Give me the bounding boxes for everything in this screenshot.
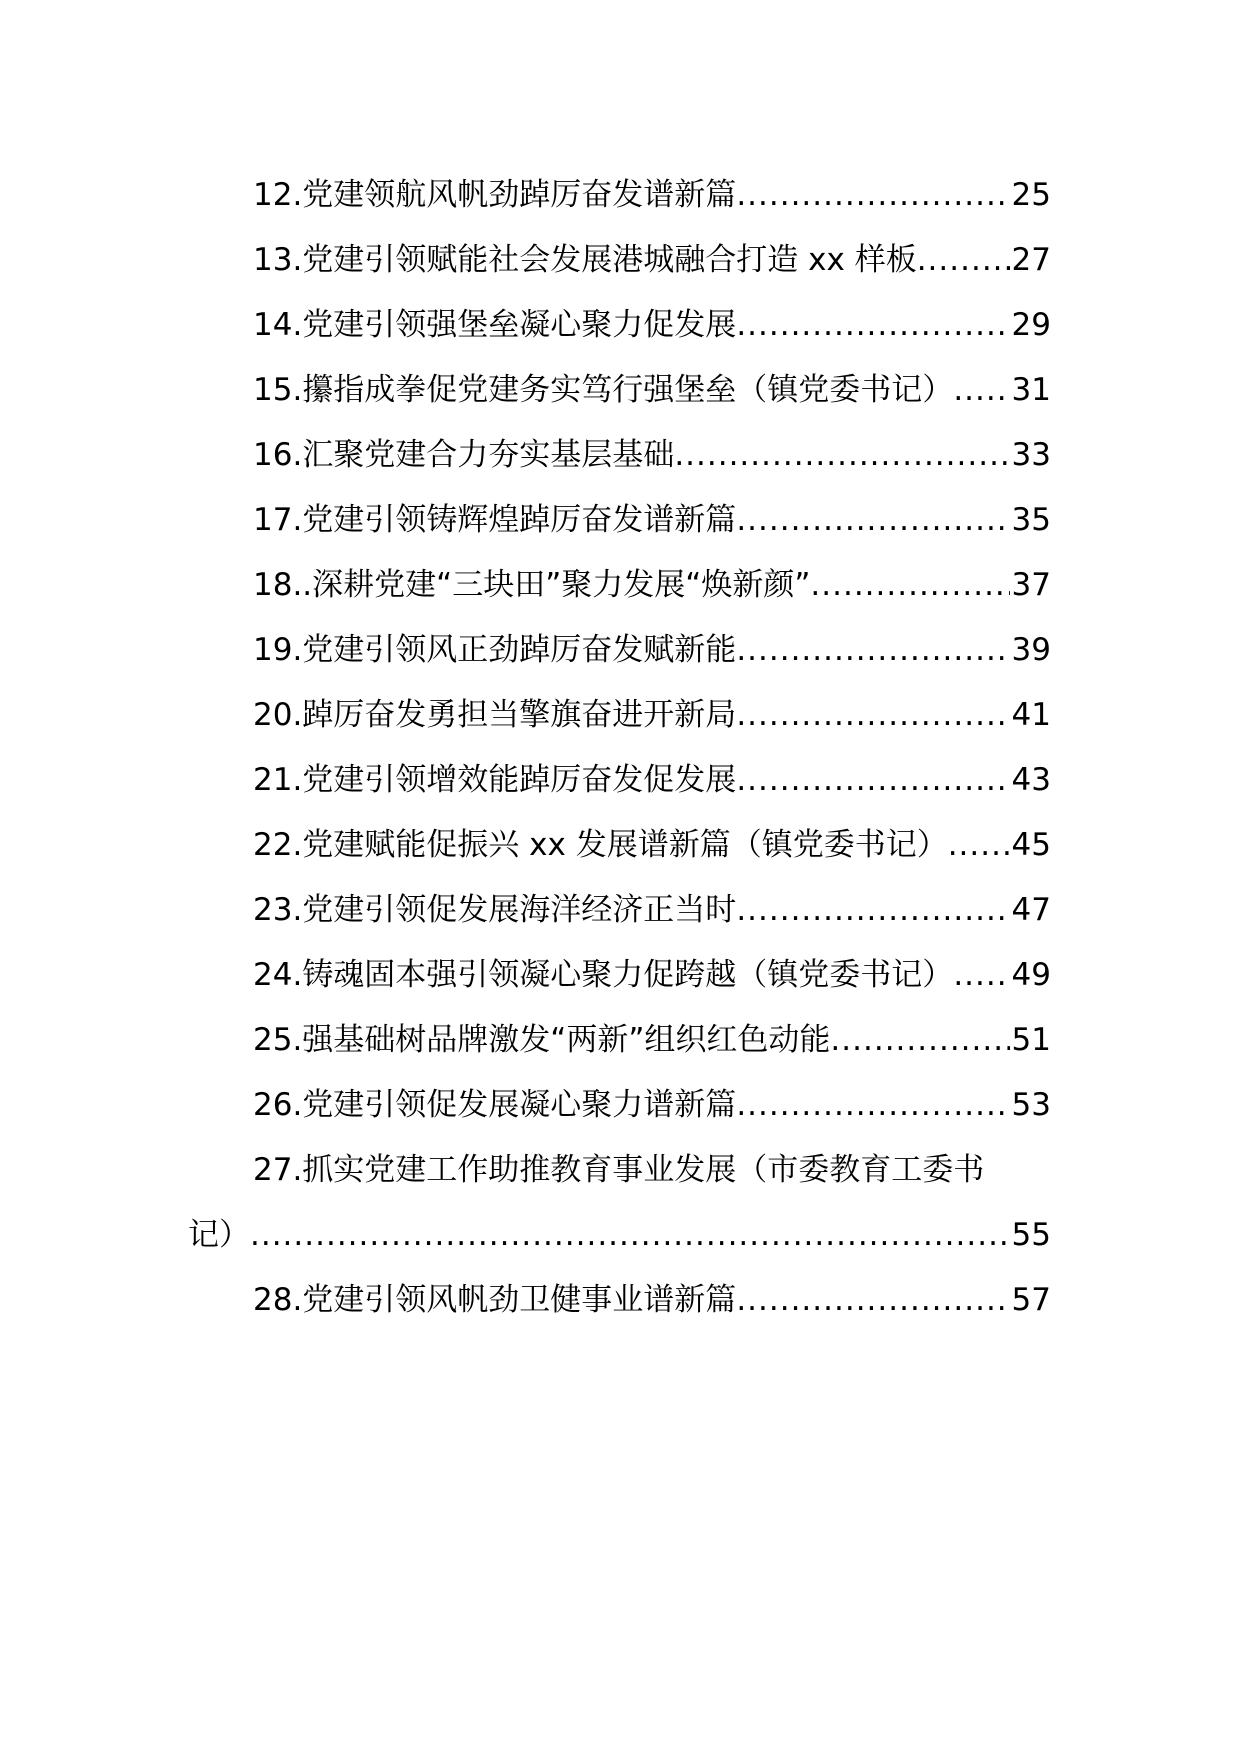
toc-entry-page: 37 xyxy=(1011,567,1051,603)
toc-dot-leader xyxy=(250,1203,1010,1268)
toc-entry[interactable] xyxy=(188,683,1051,748)
toc-entry[interactable] xyxy=(188,1008,1051,1073)
toc-dot-leader xyxy=(917,228,1010,293)
toc-entry-title-continued: 记） xyxy=(188,1217,250,1253)
toc-entry-title: 17.党建引领铸辉煌踔厉奋发谱新篇 xyxy=(253,502,737,538)
toc-entry[interactable] xyxy=(188,943,1051,1008)
toc-entry-title: 20.踔厉奋发勇担当擎旗奋进开新局 xyxy=(253,697,737,733)
toc-entry-title: 15.攥指成拳促党建务实笃行强堡垒（镇党委书记） xyxy=(253,372,954,408)
toc-dot-leader xyxy=(953,358,1009,423)
toc-entry[interactable] xyxy=(188,228,1051,293)
toc-entry[interactable] xyxy=(188,163,1051,228)
toc-dot-leader xyxy=(674,423,1009,488)
toc-entry-title: 13.党建引领赋能社会发展港城融合打造 xx 样板 xyxy=(253,242,917,278)
toc-dot-leader xyxy=(736,293,1009,358)
toc-entry-continuation xyxy=(188,1203,1051,1268)
toc-entry-title: 21.党建引领增效能踔厉奋发促发展 xyxy=(253,762,737,798)
toc-dot-leader xyxy=(736,748,1009,813)
toc-entry-page: 41 xyxy=(1011,697,1051,733)
toc-entry-title: 16.汇聚党建合力夯实基层基础 xyxy=(253,437,675,473)
toc-entry-page: 43 xyxy=(1011,762,1051,798)
toc-dot-leader xyxy=(830,1008,1009,1073)
toc-entry[interactable] xyxy=(188,1073,1051,1138)
toc-entry-page: 51 xyxy=(1011,1022,1051,1058)
toc-entry-page: 45 xyxy=(1011,827,1051,863)
toc-dot-leader xyxy=(953,943,1009,1008)
toc-entry-page: 25 xyxy=(1011,177,1051,213)
toc-dot-leader xyxy=(736,878,1009,943)
toc-entry-page: 33 xyxy=(1011,437,1051,473)
toc-entry-page: 35 xyxy=(1011,502,1051,538)
toc-dot-leader xyxy=(736,163,1009,228)
toc-entry[interactable] xyxy=(188,488,1051,553)
toc-entry-title: 23.党建引领促发展海洋经济正当时 xyxy=(253,892,737,928)
toc-entry-title: 25.强基础树品牌激发“两新”组织红色动能 xyxy=(253,1022,831,1058)
toc-entry-title: 26.党建引领促发展凝心聚力谱新篇 xyxy=(253,1087,737,1123)
toc-entry[interactable] xyxy=(188,878,1051,943)
toc-entry-page: 39 xyxy=(1011,632,1051,668)
toc-entry-title: 19.党建引领风正劲踔厉奋发赋新能 xyxy=(253,632,737,668)
toc-entry[interactable] xyxy=(188,618,1051,683)
toc-dot-leader xyxy=(948,813,1010,878)
toc-dot-leader xyxy=(810,553,1009,618)
toc-entry-page: 55 xyxy=(1011,1217,1051,1253)
toc-entry-title: 12.党建领航风帆劲踔厉奋发谱新篇 xyxy=(253,177,737,213)
toc-entry[interactable] xyxy=(188,423,1051,488)
toc-dot-leader xyxy=(736,1268,1009,1333)
toc-entry-title: 24.铸魂固本强引领凝心聚力促跨越（镇党委书记） xyxy=(253,957,954,993)
toc-entry[interactable] xyxy=(188,748,1051,813)
toc-entry[interactable] xyxy=(188,358,1051,423)
toc-entry-page: 53 xyxy=(1011,1087,1051,1123)
toc-dot-leader xyxy=(736,683,1009,748)
toc-entry-page: 49 xyxy=(1011,957,1051,993)
toc-entry-page: 27 xyxy=(1011,242,1051,278)
toc-entry[interactable] xyxy=(188,813,1051,878)
toc-entry[interactable] xyxy=(188,1268,1051,1333)
toc-dot-leader xyxy=(736,1073,1009,1138)
toc-entry-title: 28.党建引领风帆劲卫健事业谱新篇 xyxy=(253,1282,737,1318)
toc-entry-title: 22.党建赋能促振兴 xx 发展谱新篇（镇党委书记） xyxy=(253,827,948,863)
toc-dot-leader xyxy=(736,488,1009,553)
toc-entry-page: 57 xyxy=(1011,1282,1051,1318)
toc-entry-page: 47 xyxy=(1011,892,1051,928)
toc-entry[interactable] xyxy=(188,293,1051,358)
toc-entry[interactable] xyxy=(188,553,1051,618)
toc-entry-title: 14.党建引领强堡垒凝心聚力促发展 xyxy=(253,307,737,343)
table-of-contents xyxy=(188,163,1051,1333)
toc-entry-page: 31 xyxy=(1011,372,1051,408)
toc-dot-leader xyxy=(736,618,1009,683)
toc-entry-title: 27.抓实党建工作助推教育事业发展（市委教育工委书 xyxy=(253,1152,985,1188)
toc-entry-page: 29 xyxy=(1011,307,1051,343)
toc-entry-wrapped[interactable] xyxy=(188,1138,1051,1268)
toc-entry-title: 18..深耕党建“三块田”聚力发展“焕新颜” xyxy=(253,567,811,603)
